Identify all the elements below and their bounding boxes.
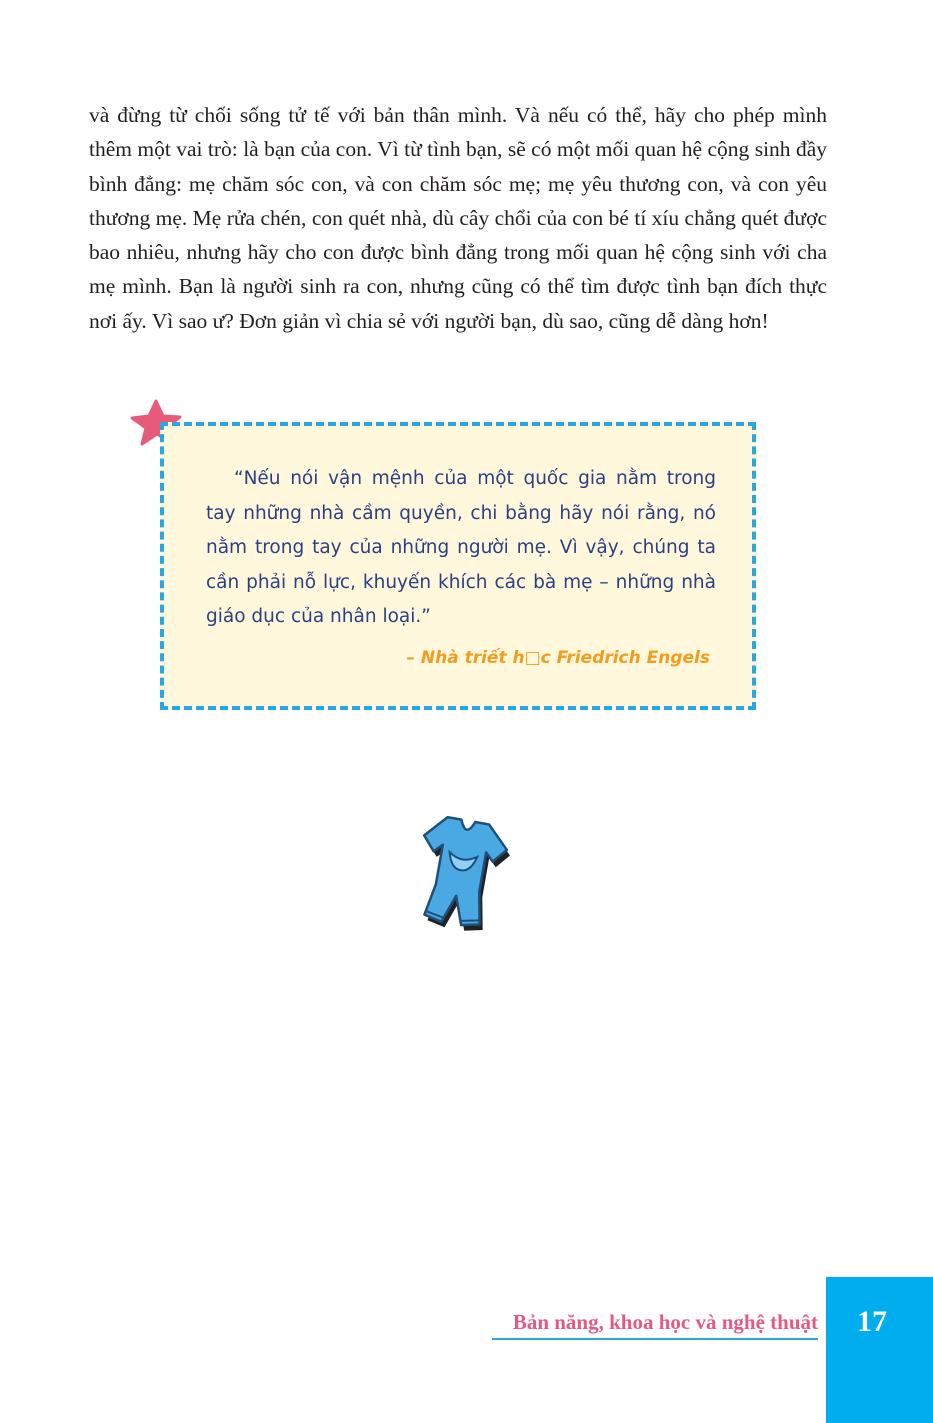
baby-romper-icon bbox=[398, 808, 520, 940]
quote-text: “Nếu nói vận mệnh của một quốc gia nằm trong tay những nhà cầm quyền, chi bằng hãy nói rằng, nó nằm trong tay của những người mẹ. Vì vậy, chúng ta cần phải nỗ lực, khuyến khích các bà mẹ – những nhà giáo dục của nhân loại.” bbox=[206, 468, 716, 627]
page-number-block bbox=[826, 1277, 933, 1423]
page-number: 17 bbox=[857, 1305, 887, 1338]
body-paragraph: và đừng từ chối sống tử tế với bản thân mình. Và nếu có thể, hãy cho phép mình thêm một vai trò: là bạn của con. Vì từ tình bạn, sẽ có một mối quan hệ cộng sinh đầy bình đẳng: mẹ chăm sóc con, và con chăm sóc mẹ; mẹ yêu thương con, và con yêu thương mẹ. Mẹ rửa chén, con quét nhà, dù cây chổi của con bé tí xíu chẳng quét được bao nhiêu, nhưng hãy cho con được bình đẳng trong mối quan hệ cộng sinh với cha mẹ mình. Bạn là người sinh ra con, nhưng cũng có thể tìm được tình bạn đích thực nơi ấy. Vì sao ư? Đơn giản vì chia sẻ với người bạn, dù sao, cũng dễ dàng hơn! bbox=[89, 103, 827, 333]
quote-author: – Nhà triết h□c Friedrich Engels bbox=[406, 648, 710, 668]
footer-book-title: Bản năng, khoa học và nghệ thuật bbox=[492, 1310, 818, 1340]
quote-box bbox=[160, 422, 756, 710]
